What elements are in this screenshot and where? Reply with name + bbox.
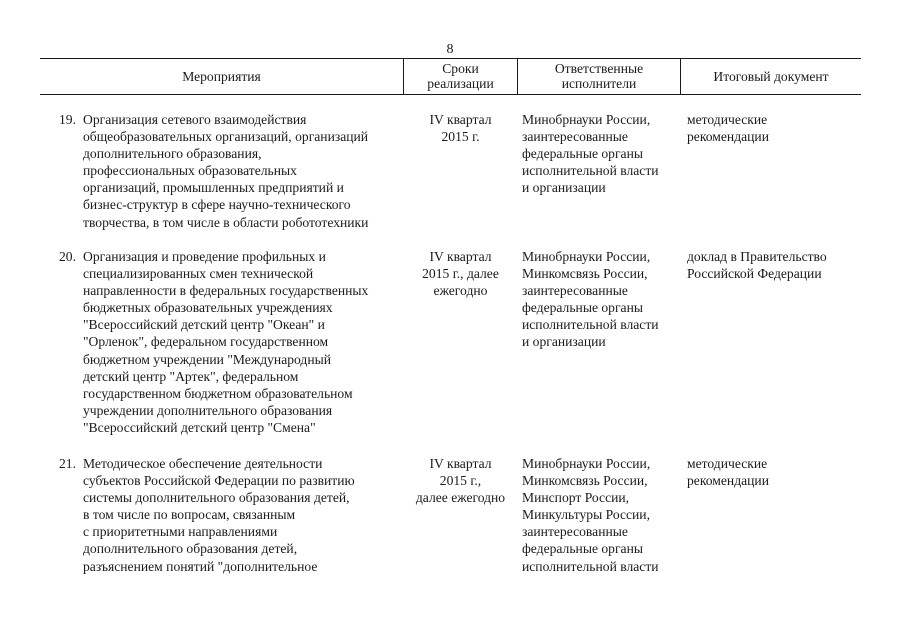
page-number: 8	[446, 42, 454, 57]
final-document: доклад в Правительство Российской Федерации	[687, 249, 827, 282]
responsible-executors: Минобрнауки России, заинтересованные федеральные органы исполнительной власти и организации	[522, 112, 659, 196]
measure-text: Организация сетевого взаимодействия общеобразовательных организаций, организаций дополнительного образования, профессиональных образовательных организаций, промышленных предприятий и бизнес-структур в сфере научно-технического творчества, в том числе в области робототехники	[83, 112, 369, 230]
column-header-executors: Ответственные исполнители	[554, 61, 644, 91]
responsible-executors: Минобрнауки России, Минкомсвязь России, заинтересованные федеральные органы исполнительной власти и организации	[522, 249, 659, 350]
column-header-terms: Сроки реализации	[427, 61, 494, 91]
implementation-term: IV квартал 2015 г., далее ежегодно	[415, 456, 506, 506]
row-number: 21.	[59, 456, 76, 471]
final-document: методические рекомендации	[687, 112, 769, 145]
row-number: 19.	[59, 112, 76, 127]
column-header-measures: Мероприятия	[182, 68, 261, 84]
row-number: 20.	[59, 249, 76, 264]
responsible-executors: Минобрнауки России, Минкомсвязь России, Минспорт России, Минкультуры России, заинтересованные федеральные органы исполнительной власти	[522, 456, 659, 574]
implementation-term: IV квартал 2015 г., далее ежегодно	[422, 249, 499, 299]
column-header-document: Итоговый документ	[713, 68, 829, 84]
table-header-bottom-rule	[40, 94, 861, 95]
measure-text: Организация и проведение профильных и специализированных смен технической направленности в федеральных государственных бюджетных образовательных учреждениях "Всероссийский детский центр "Океан" и "Орленок", федеральном государственном бюджетном учреждении "Международный детский центр "Артек", федеральном государственном бюджетном образовательном учреждении дополнительного образования "Всероссийский детский центр "Смена"	[83, 249, 369, 435]
measure-text: Методическое обеспечение деятельности субъектов Российской Федерации по развитию системы дополнительного образования детей, в том числе по вопросам, связанным с приоритетными направлениями дополнительного образования детей, разъяснением понятий "дополнительное	[83, 456, 355, 574]
implementation-term: IV квартал 2015 г.	[429, 112, 492, 145]
final-document: методические рекомендации	[687, 456, 769, 489]
